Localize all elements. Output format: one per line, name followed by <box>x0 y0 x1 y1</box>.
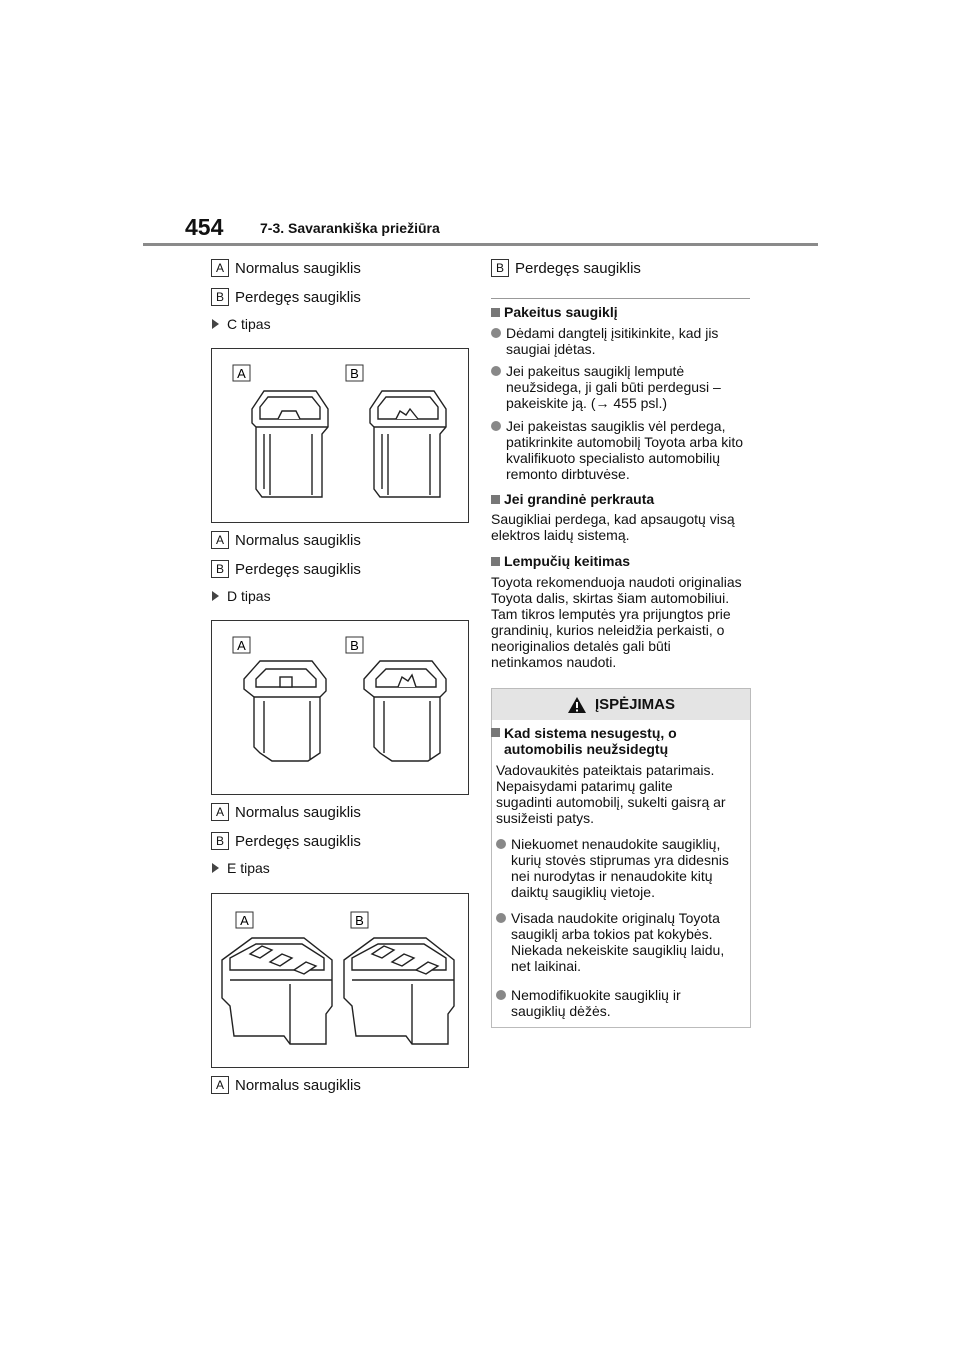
arrow-icon <box>212 319 219 329</box>
label-text: Normalus saugiklis <box>235 1076 361 1094</box>
square-bullet-icon <box>491 308 500 317</box>
bullet-line: Nemodifikuokite saugiklių ir <box>511 987 681 1003</box>
heading-line: automobilis neužsidegtų <box>504 741 669 757</box>
fuse-e-illustration <box>212 894 468 1067</box>
bullet-line: Niekada nekeiskite saugiklių laidu, <box>511 942 725 958</box>
label-text: Perdegęs saugiklis <box>235 560 361 578</box>
bullet-line: nei nurodytas ir nenaudokite kitų <box>511 868 713 884</box>
bullet-dot-icon <box>491 366 501 376</box>
bullet-dot-icon <box>491 421 501 431</box>
label-row <box>211 531 361 549</box>
bullet-line: saugiklį arba tokios pat kokybės. <box>511 926 713 942</box>
label-box: B <box>211 560 229 578</box>
label-row <box>211 803 361 821</box>
label-text: Normalus saugiklis <box>235 803 361 821</box>
bullet-dot-icon <box>496 990 506 1000</box>
warning-triangle-icon <box>567 696 587 714</box>
label-text: Perdegęs saugiklis <box>515 259 641 277</box>
heading-perkrauta <box>491 491 654 507</box>
label-row <box>211 259 361 277</box>
bullet-item <box>491 325 750 357</box>
type-label: D tipas <box>227 588 271 604</box>
label-box: B <box>211 832 229 850</box>
label-row <box>211 832 361 850</box>
bullet-item <box>491 418 750 482</box>
label-box: A <box>211 259 229 277</box>
heading-pakeitus <box>491 304 618 320</box>
bullet-dot-icon <box>491 328 501 338</box>
label-box: A <box>211 803 229 821</box>
arrow-icon <box>212 863 219 873</box>
fig-label-a: A <box>237 638 246 653</box>
bullet-line: pakeiskite ją. (→ 455 psl.) <box>506 395 668 411</box>
heading-lemputes <box>491 553 630 569</box>
type-e-heading <box>212 860 270 876</box>
bullet-line: saugiai įdėtas. <box>506 341 596 357</box>
fig-label-b: B <box>350 366 359 381</box>
type-label: C tipas <box>227 316 271 332</box>
type-label: E tipas <box>227 860 270 876</box>
bullet-item <box>491 363 750 411</box>
label-text: Normalus saugiklis <box>235 259 361 277</box>
fuse-c-illustration <box>212 349 468 522</box>
para-line: Tam tikros lemputės yra prijungtos prie <box>491 606 731 622</box>
fuse-d-illustration <box>212 621 468 794</box>
label-row <box>491 259 641 277</box>
fuse-figure-d <box>211 620 469 795</box>
label-row <box>211 288 361 306</box>
type-d-heading <box>212 588 271 604</box>
warning-bullet <box>496 910 746 974</box>
para-line: Toyota rekomenduoja naudoti originalias <box>491 574 742 590</box>
bullet-line: patikrinkite automobilį Toyota arba kito <box>506 434 744 450</box>
warning-bullet <box>496 987 746 1019</box>
heading-text: Jei grandinė perkrauta <box>504 491 655 507</box>
para-line: Toyota dalis, skirtas šiam automobiliui. <box>491 590 730 606</box>
para-line: netinkamos naudoti. <box>491 654 617 670</box>
bullet-line: neužsidega, ji gali būti perdegusi – <box>506 379 721 395</box>
bullet-line: Visada naudokite originalų Toyota <box>511 910 720 926</box>
warning-header <box>492 689 750 720</box>
square-bullet-icon <box>491 557 500 566</box>
label-row <box>211 560 361 578</box>
para-line: Vadovaukitės pateiktais patarimais. <box>496 762 715 778</box>
warning-title: ĮSPĖJIMAS <box>594 696 676 713</box>
label-box: B <box>491 259 509 277</box>
divider <box>491 298 750 299</box>
para-line: elektros laidų sistemą. <box>491 527 630 543</box>
fuse-figure-e <box>211 893 469 1068</box>
bullet-line: remonto dirbtuvėse. <box>506 466 630 482</box>
bullet-line: Jei pakeitus saugiklį lemputė <box>506 363 685 379</box>
label-box: A <box>211 531 229 549</box>
bullet-line: daiktų saugiklių vietoje. <box>511 884 655 900</box>
bullet-line: kvalifikuoto specialisto automobilių <box>506 450 720 466</box>
warning-intro <box>496 762 746 826</box>
paragraph-lemputes <box>491 574 753 670</box>
paragraph-perkrauta <box>491 511 753 543</box>
para-line: sugadinti automobilį, sukelti gaisrą ar <box>496 794 726 810</box>
fig-label-b: B <box>355 913 364 928</box>
fig-label-a: A <box>240 913 249 928</box>
label-box: B <box>211 288 229 306</box>
bullet-line: Jei pakeistas saugiklis vėl perdega, <box>506 418 726 434</box>
label-box: A <box>211 1076 229 1094</box>
warning-heading <box>491 725 677 757</box>
fig-label-a: A <box>237 366 246 381</box>
square-bullet-icon <box>491 495 500 504</box>
para-line: Saugikliai perdega, kad apsaugotų visą <box>491 511 735 527</box>
arrow-icon <box>212 591 219 601</box>
label-text: Perdegęs saugiklis <box>235 288 361 306</box>
fuse-figure-c <box>211 348 469 523</box>
header-rule <box>143 243 818 246</box>
heading-text: Pakeitus saugiklį <box>504 304 618 320</box>
square-bullet-icon <box>491 728 500 737</box>
bullet-line: saugiklių dėžės. <box>511 1003 611 1019</box>
bullet-dot-icon <box>496 913 506 923</box>
heading-line: Kad sistema nesugestų, o <box>504 725 677 741</box>
warning-bullet <box>496 836 746 900</box>
type-c-heading <box>212 316 271 332</box>
heading-text: Lempučių keitimas <box>504 553 631 569</box>
para-line: grandinių, kurios neleidžia perkaisti, o <box>491 622 725 638</box>
para-line: Nepaisydami patarimų galite <box>496 778 673 794</box>
bullet-dot-icon <box>496 839 506 849</box>
bullet-line: net laikinai. <box>511 958 582 974</box>
para-line: susižeisti patys. <box>496 810 595 826</box>
label-text: Normalus saugiklis <box>235 531 361 549</box>
label-row <box>211 1076 361 1094</box>
bullet-line: Dėdami dangtelį įsitikinkite, kad jis <box>506 325 719 341</box>
bullet-line: kurių stovės stiprumas yra didesnis <box>511 852 729 868</box>
bullet-line: Niekuomet nenaudokite saugiklių, <box>511 836 721 852</box>
label-text: Perdegęs saugiklis <box>235 832 361 850</box>
fig-label-b: B <box>350 638 359 653</box>
para-line: neoriginalios detalės gali būti <box>491 638 671 654</box>
page-number: 454 <box>185 214 224 240</box>
section-title: 7-3. Savarankiška priežiūra <box>260 220 440 236</box>
